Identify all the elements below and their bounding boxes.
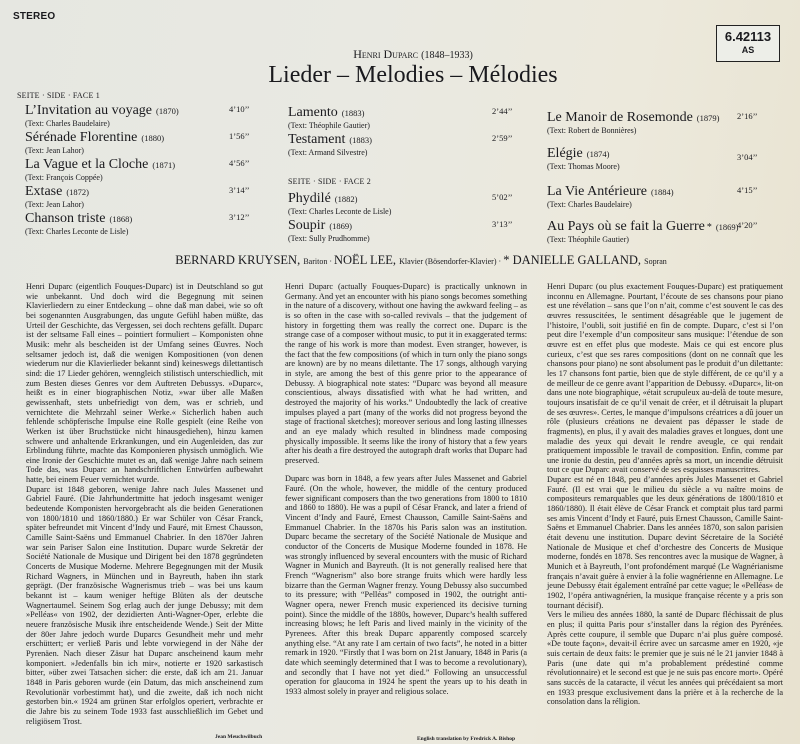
- performer-name: NOËL LEE,: [334, 253, 397, 267]
- track-duration: 3’04’’: [737, 152, 758, 162]
- track-item: [288, 130, 513, 157]
- track-title: Phydilé: [288, 191, 331, 206]
- translation-credit: English translation by Fredrick A. Bishop: [417, 736, 516, 742]
- track-title: Testament: [288, 132, 346, 147]
- track-duration: 5’02’’: [492, 192, 513, 202]
- track-item: [25, 209, 250, 236]
- track-item: [288, 189, 513, 216]
- track-lyricist: (Text: Charles Leconte de Lisle): [25, 227, 129, 236]
- stereo-label: STEREO: [13, 11, 56, 22]
- track-lyricist: (Text: Armand Silvestre): [288, 148, 368, 157]
- liner-notes-german: [26, 282, 263, 726]
- notes-paragraph: Duparc was born in 1848, a few years after Jules Massenet and Gabriel Fauré. (On the whole, however, the middle of the century produced fewer significant composers than the two generations from 1800 to 1810 and 1860 to 1880). He was a pupil of César Franck, and later a friend of Vincent d’Indy and Fauré, Ernest Chausson, Camille Saint-Saëns and Emmanuel Chabrier. In the 1870s his Paris salon was an institution. Duparc became the secretary of the Société Nationale de Musique and conductor of the Concerts de Musique Moderne founded in 1878. He was strongly influenced by several encounters with the music of Richard Wagner in Munich and Bayreuth. (It is not generally realised here that French “Wagnerism” also bore strange fruits which were hardly less bizarre than the German Wagner frenzy. Young Debussy also succumbed to its pressure; with “Pelléas” composed in 1902, the outright anti-Wagner opera, newer French music experienced its decisive turning point). Since the middle of the 1880s, however, Duparc’s health suffered increasing blows; he left Paris and lived mainly in the vicinity of the Pyrenees. After this break Duparc apparently composed scarcely anything else. “At any rate I am certain of two facts”, he noted in a bitter remark in 1920. “Firstly that I was born on 21st January, 1848 in Paris (a date which seemingly determined that I was to become a revolutionary), and secondly that I have not yet died.” Following an unsuccessful operation for glaucoma in 1924 he spent the years up to his death in 1933 almost solely in prayer and religious solace.: [285, 474, 527, 696]
- notes-paragraph: Henri Duparc (ou plus exactement Fouques-Duparc) est pratiquement inconnu en Allemagne. Pourtant, l’écoute de ses chansons pour piano est une révélation – sans que l’on n’ait, comme c’est souvent le cas des œuvres ressuscitées, le sentiment désagréable que le jugement de l’histoire, l’oubli, soit justifié en fin de compte. Duparc, c’est si l’on peut dire l’exemple d’un compositeur sans musique: l’étendue de son œuvre est en effet plus que modeste. Mais ce qui est encore plus curieux, c’est que ses rares compositions (dont on ne connaît que les chansons pour piano) ne sont absolument pas le produit d’un dilettante: les 17 chansons font partie, bien que de style différent, de ce qu’il y a de meilleur de ce genre avant l’apparition de Debussy. «Duparc», lit-on dans une note biographique, «était scrupuleux au-delà de toute mesure, toujours insatisfait de ce qu’il venait de créer, et il détruisait la plupart de ses œuvres». Certes, le manque d’impulsons créatrices a dû jouer un rôle (plusieurs créations ne devaient pas dépasser le stade de fragments), en plus, il y avait des maladies graves et longues, dont une maladie des yeux qui devait le rendre aveugle, ce qui rendait pratiquement impossible le travail de composition. Enfin, comme par une ironie du destin, peu d’années après sa mort, un incendie détruisit tout ce que Duparc avait conservé de ses esquisses manuscritres.: [547, 282, 783, 475]
- side-1-label: SEITE · SIDE · FACE 1: [17, 91, 100, 100]
- catalog-number: 6.42113: [724, 29, 772, 44]
- track-title: Au Pays où se fait la Guerre: [547, 219, 705, 234]
- track-title: Extase: [25, 184, 63, 199]
- track-year: (1883): [349, 135, 373, 145]
- track-item: [547, 108, 758, 135]
- track-year: (1880): [141, 133, 165, 143]
- liner-notes-english: [285, 282, 527, 697]
- track-duration: 4’20’’: [737, 220, 758, 230]
- separator: ·: [496, 257, 504, 266]
- track-duration: 3’12’’: [229, 212, 250, 222]
- track-duration: 4’15’’: [737, 185, 758, 195]
- track-title: Lamento: [288, 105, 338, 120]
- track-lyricist: (Text: Jean Lahor): [25, 200, 84, 209]
- track-item: [547, 182, 758, 209]
- track-duration: 4’56’’: [229, 158, 250, 168]
- track-year: (1883): [341, 108, 365, 118]
- catalog-suffix: AS: [741, 45, 755, 55]
- composer-heading: [0, 47, 800, 62]
- track-duration: 3’13’’: [492, 219, 513, 229]
- track-lyricist: (Text: François Coppée): [25, 173, 103, 182]
- track-lyricist: (Text: Thomas Moore): [547, 162, 620, 171]
- soprano-marker: *: [706, 222, 712, 233]
- track-lyricist: (Text: Charles Leconte de Lisle): [288, 207, 392, 216]
- german-author-credit: Jean Meuchwilbuch: [215, 734, 263, 740]
- notes-paragraph: Vers le milieu des années 1880, la santé de Duparc fléchissait de plus en plus; il quitta Paris pour s’installer dans la région des Pyrénées. Après cette coupure, il semble que Duparc n’ai plus guère composé. «De toute façon», devait-il écrire avec un sarcasme amer en 1920, «je suis certain de deux faits: le premier que je suis né le 21 janvier 1848 à Paris (une date qui m’a probablement prédestiné comme révolutionnaire) et le second est que je ne suis pas encore mort». Opéré sans succès de la cataracte, il vécut les années qui précédaient sa mort en 1933 presque exclusivement dans la prière et à la recherche de la consolation dans la réligion.: [547, 610, 783, 707]
- track-year: (1868): [109, 214, 133, 224]
- track-title: Soupir: [288, 218, 326, 233]
- track-year: (1879): [696, 113, 720, 123]
- notes-paragraph: Henri Duparc (actually Fouques-Duparc) is practically unknown in Germany. And yet an encounter with his piano songs becomes something in the nature of a discovery, without one having the awkward feeling – as is so often in the case with so-called revivals – that the judgement of history in forgetting them was really the correct one. Duparc is the strange case of a composer without music, to put it in exaggerated terms: the range of his work is more than modest. Even stranger, however, is the fact that the few compositions (of which in turn only the piano songs are known) are by no means dilettante. The 17 songs, although varying in style, are among the best of this genre prior to the appearance of Debussy. A biographical note states: “Duparc was beyond all measure conscientious, always dissatisfied with what he had written, and destroyed the majority of his works.” Undoubtedly the lack of creative impulses played a part (many of the works did not progress beyond the stage of fractional sketches); moreover serious and long lasting illnesses and an eye malady which resulted in blindness made composing physically impossible. It seems like the irony of history that a few years after his death a fire destroyed the autograph draft works that Duparc had preserved.: [285, 282, 527, 465]
- performer-role: Sopran: [644, 257, 667, 266]
- notes-paragraph: Henri Duparc (eigentlich Fouques-Duparc) ist in Deutschland so gut wie unbekannt. Und doch wird die Begegnung mit seinen Klavierliedern zu einer Entdeckung – ohne daß man dabei, wie so oft bei sogenannten Ausgrabungen, das ungute Gefühl haben müßte, das Urteil der Geschichte, das Vergessen, sei doch rechtens gefällt. Duparc ist der seltsame Fall eines – pointiert formuliert – Komponisten ohne Musik: mehr als bescheiden ist der Umfang seines Œuvres. Noch seltsamer jedoch ist, daß die wenigen Kompositionen (von denen wiederum nur die Klavierlieder bekannt sind) keineswegs dilettantisch sind: die 17 Lieder gehören, wenngleich stilistisch unterschiedlich, mit zum Besten dieses Genres vor dem Auftreten Debussys. »Duparc«, heißt es in einer biographischen Notiz, »war über alle Maßen gewissenhaft, stets unbefriedigt von dem, was er schrieb, und vernichtete die Mehrzahl seiner Werke.« Sicherlich haben auch fehlende schöpferische Impulse eine Rolle gespielt (eine Reihe von Werken ist über Bruchstücke nicht hinausgediehen), hinzu kamen schwere und anhaltende Erkrankungen, und ein Augenleiden, das zur Erblindung führte, machte das Komponieren physisch unmöglich. Wie eine Ironie der Geschichte mutet es an, daß wenige Jahre nach seinem Tode das, was Duparc an handschriftlichen Entwürfen aufbewahrt hatte, bei einem Feuer vernichtet wurde.: [26, 282, 263, 485]
- track-duration: 1’56’’: [229, 131, 250, 141]
- side-2-label: SEITE · SIDE · FACE 2: [288, 177, 371, 186]
- track-year: (1869): [715, 222, 739, 232]
- album-title: Lieder – Melodies – Mélodies: [268, 62, 558, 88]
- track-title: Sérénade Florentine: [25, 130, 138, 145]
- track-lyricist: (Text: Robert de Bonnières): [547, 126, 637, 135]
- track-item: [25, 155, 250, 182]
- track-title: La Vie Antérieure: [547, 184, 647, 199]
- track-duration: 2’59’’: [492, 133, 513, 143]
- track-item: [547, 217, 758, 244]
- notes-paragraph: Duparc ist 1848 geboren, wenige Jahre nach Jules Massenet und Gabriel Fauré. (Die Jahrhundertmitte hat jedoch insgesamt weniger bedeutende Komponisten hervorgebracht als die beiden Generationen von 1800/1810 und 1860/1880.) Er war Schüler von César Franck, später befreundet mit Vincent d’Indy und Fauré, mit Ernest Chausson, Camille Saint-Saëns und Emmanuel Chabrier. In den 1870er Jahren war sein Pariser Salon eine Institution. Duparc wurde Sekretär der Société Nationale de Musique und Dirigent bei den 1878 gegründeten Concerts de Musique Moderne. Mehrere Begegnungen mit der Musik Richard Wagners, in München und in Bayreuth, haben ihn stark geprägt. (Der französische Wagnerismus trieb – was bei uns kaum bekannt ist – kaum weniger heftige Blüten als der deutsche Wagnertaumel. Seinem Sog erlag auch der junge Debussy; mit dem »Pelléas« von 1902, der dezidierten Anti-Wagner-Oper, erlebte die neuere französische Musik ihre entscheidende Wende.) Seit der Mitte der 80er Jahre jedoch wurde Duparcs Gesundheit mehr und mehr erschüttert; er verließ Paris und lebte vorwiegend in der Nähe der Pyrenäen. Nach dieser Zäsur hat Duparc anscheinend kaum mehr komponiert. »Jedenfalls bin ich mir«, notierte er 1920 sarkastisch bitter, »über zwei Tatsachen sicher: die erste, daß ich am 21. Januar 1848 in Paris geboren wurde (ein Datum, das mich anscheinend zum Revolutionär vorbestimmt hat), und die zweite, daß ich noch nicht gestorben bin.« 1924 am grünen Star erfolglos operiert, verbrachte er die Jahre bis zu seinem Tode 1933 fast ausschließlich im Gebet und religiösem Trost.: [26, 484, 263, 726]
- track-lyricist: (Text: Théophile Gautier): [547, 235, 629, 244]
- track-item: [25, 182, 250, 209]
- track-title: Chanson triste: [25, 211, 106, 226]
- track-item: [288, 216, 513, 243]
- track-lyricist: (Text: Charles Baudelaire): [547, 200, 632, 209]
- track-item: [288, 103, 513, 130]
- performers-line: [0, 253, 800, 268]
- track-year: (1870): [156, 106, 179, 116]
- track-year: (1869): [329, 221, 353, 231]
- track-item: [25, 101, 250, 128]
- track-year: (1872): [66, 187, 89, 197]
- liner-notes-french: [547, 282, 783, 707]
- performer-name: BERNARD KRUYSEN,: [175, 253, 301, 267]
- composer-dates: (1848–1933): [421, 50, 473, 61]
- separator: ·: [327, 257, 334, 266]
- track-lyricist: (Text: Charles Baudelaire): [25, 119, 110, 128]
- track-year: (1884): [650, 187, 674, 197]
- composer-name: Henri Duparc: [353, 47, 419, 61]
- track-title: Elégie: [547, 146, 583, 161]
- track-lyricist: (Text: Théophile Gautier): [288, 121, 370, 130]
- track-duration: 3’14’’: [229, 185, 250, 195]
- track-title: La Vague et la Cloche: [25, 157, 149, 172]
- performer-name: * DANIELLE GALLAND,: [503, 253, 642, 267]
- track-title: L’Invitation au voyage: [25, 103, 153, 118]
- track-lyricist: (Text: Sully Prudhomme): [288, 234, 370, 243]
- track-item: [547, 144, 758, 171]
- track-year: (1871): [152, 160, 176, 170]
- performer-role: Bariton: [303, 257, 328, 266]
- track-title: Le Manoir de Rosemonde: [547, 110, 693, 125]
- track-duration: 2’44’’: [492, 106, 513, 116]
- performer-role: Klavier (Bösendorfer-Klavier): [399, 257, 497, 266]
- track-duration: 2’16’’: [737, 111, 758, 121]
- track-lyricist: (Text: Jean Lahor): [25, 146, 84, 155]
- track-year: (1882): [334, 194, 358, 204]
- track-duration: 4’10’’: [229, 104, 250, 114]
- track-item: [25, 128, 250, 155]
- track-year: (1874): [586, 149, 610, 159]
- notes-paragraph: Duparc est né en 1848, peu d’années après Jules Massenet et Gabriel Fauré. (Il est vrai que le milieu du siècle a vu naître moins de compositeurs remarquables que les deux générations de 1800/1810 et 1860/1880). Il était élève de César Franck et comptait plus tard parmi ses amis Vincent d’Indy et Fauré, puis Ernest Chausson, Camille Saint-Saëns et Emmanuel Chabrier. Dans les années 1870, son salon parisien était devenu une institution. Duparc devint Sécretaire de la Société Nationale de Musique et chef d’orchestre des Concerts de Musique moderne, fondés en 1878. Ses rencontres avec la musique de Wagner, à Munich et à Bayreuth, l’ont profondément marqué (Le Wagnérianisme français n’avait guère à envier à la folie wagnérienne en Allemagne. Le jeune Debussy était également entraîné par cette vague; le «Pelléas» de 1902, l’opéra antiwagnérien, la musique française récente y a pris son tournant décisif).: [547, 475, 783, 610]
